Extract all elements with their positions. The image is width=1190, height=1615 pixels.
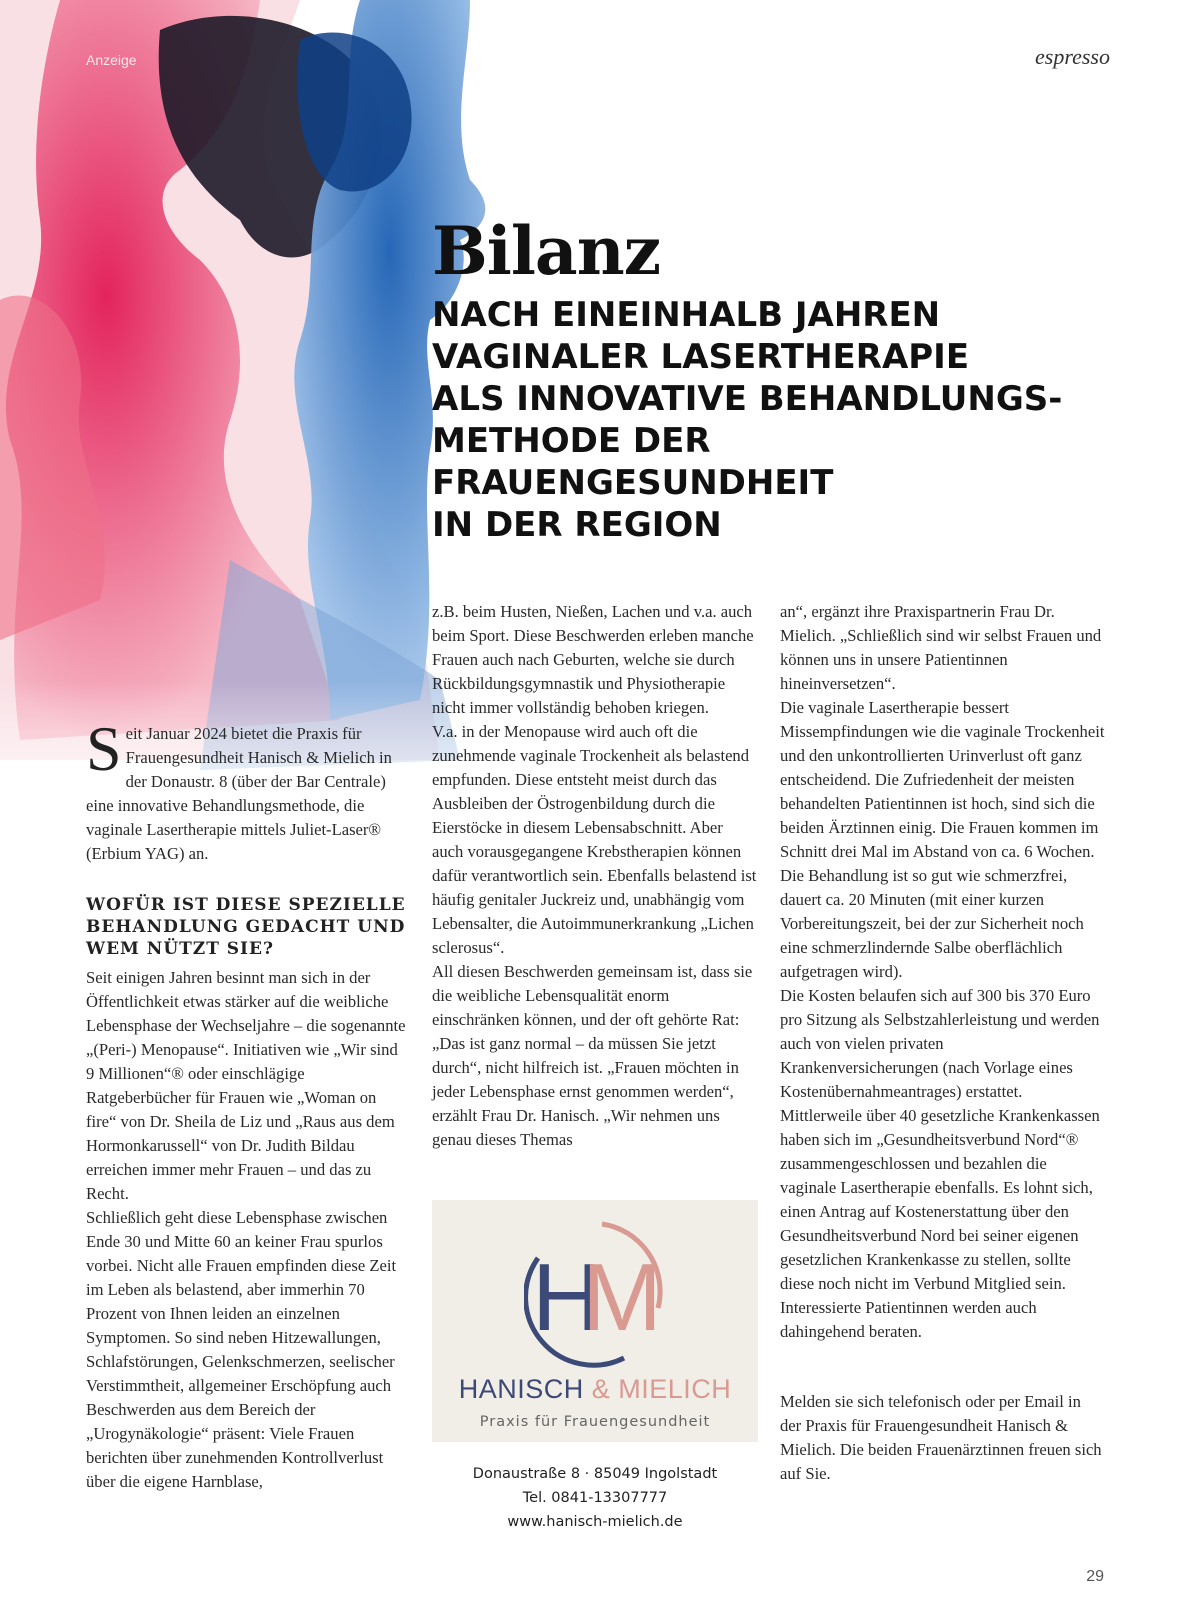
lead-text: eit Januar 2024 bietet die Praxis für Frauengesundheit Hanisch & Mielich in der Donaustr. 8 (über der Bar Centrale) eine innovative Behandlungsmethode, die vaginale Lasertherapie mittels Juliet-Laser® (Erbium YAG) an. (86, 724, 392, 863)
paragraph: Schließlich geht diese Lebensphase zwischen Ende 30 und Mitte 60 an keiner Frau spurlos vorbei. Nicht alle Frauen empfinden diese Zeit im Leben als belastend, aber immerhin 70 Prozent von Ihnen leiden an einzelnen Symptomen. So sind neben Hitzewallungen, Schlafstörungen, Gelenkschmerzen, seelischer Verstimmtheit, allgemeiner Erschöpfung auch Beschwerden aus dem Bereich der „Urogynäkologie“ präsent: Viele Frauen berichten über zunehmenden Kontrollverlust über die eigene Harnblase, (86, 1208, 397, 1491)
paragraph: Melden sie sich telefonisch oder per Email in der Praxis für Frauengesundheit Hanisch & Mielich. Die beiden Frauenärztinnen freuen sich auf Sie. (780, 1392, 1102, 1483)
practice-name-part: HANISCH (458, 1374, 584, 1404)
paragraph: Die Kosten belaufen sich auf 300 bis 370 Euro pro Sitzung als Selbstzahlerleistung und werden auch von vielen privaten Krankenversicherungen (nach Vorlage eines Kostenübernahmeantrages) erstattet. Mittlerweile über 40 gesetzliche Krankenkassen haben sich im „Gesundheitsverbund Nord“® zusammengeschlossen und bezahlen die vaginale Lasertherapie ebenfalls. Es lohnt sich, einen Antrag auf Kostenerstattung über den Gesundheitsverbund Nord bei seiner eigenen gesetzlichen Krankenkasse zu stellen, sollte diese noch nicht im Verbund Mitglied sein. Interessierte Patientinnen werden auch dahingehend beraten. (780, 986, 1100, 1341)
practice-logo (432, 1200, 758, 1442)
hm-monogram-icon (524, 1218, 666, 1368)
practice-tagline: Praxis für Frauengesundheit (479, 1414, 711, 1430)
practice-name (432, 1374, 758, 1405)
article-title: Bilanz (432, 212, 661, 290)
paragraph: Seit einigen Jahren besinnt man sich in der Öffentlichkeit etwas stärker auf die weibliche Lebensphase der Wechseljahre – die sogenannte „(Peri-) Menopause“. Initiativen wie „Wir sind 9 Millionen“® oder einschlägige Ratgeberbücher für Frauen wie „Woman on fire“ von Dr. Sheila de Liz und „Raus aus dem Hormonkarussell“ von Dr. Judith Bildau erreichen immer mehr Frauen – und das zu Recht. (86, 968, 406, 1203)
subtitle-line: ALS INNOVATIVE BEHANDLUNGS- (432, 379, 1063, 419)
paragraph: All diesen Beschwerden gemeinsam ist, dass sie die weibliche Lebensqualität enorm einschränken können, und der oft gehörte Rat: „Das ist ganz normal – da müssen Sie jetzt durch“, nicht hilfreich ist. „Frauen möchten in jeder Lebensphase ernst genommen werden“, erzählt Frau Dr. Hanisch. „Wir nehmen uns genau dieses Themas (432, 962, 753, 1149)
column-1 (86, 713, 406, 1494)
section-heading: WOFÜR IST DIESE SPEZIELLE BEHANDLUNG GEDACHT UND WEM NÜTZT SIE? (86, 895, 406, 959)
contact-block (432, 1462, 758, 1534)
monogram-h: H (532, 1244, 602, 1351)
page-number: 29 (1086, 1568, 1104, 1585)
subtitle-line: FRAUENGESUNDHEIT (432, 463, 834, 503)
spacer (780, 1344, 1106, 1390)
contact-website[interactable]: www.hanisch-mielich.de (507, 1514, 683, 1530)
contact-phone[interactable]: Tel. 0841-13307777 (522, 1490, 668, 1506)
lead-paragraph (86, 713, 406, 866)
drop-cap: S (86, 713, 122, 784)
column-3 (780, 600, 1106, 1486)
paragraph: V.a. in der Menopause wird auch oft die zunehmende vaginale Trockenheit als belastend empfunden. Diese entsteht meist durch das Ausbleiben der Östrogenbildung durch die Eierstöcke in diesem Lebensabschnitt. Aber auch vorausgegangene Krebstherapien können dafür verantwortlich sein. Ebenfalls belastend ist häufig genitaler Juckreiz und, unabhängig vom Lebensalter, die Autoimmunerkrankung „Lichen sclerosus“. (432, 722, 757, 957)
ad-label: Anzeige (86, 52, 137, 68)
magazine-name: espresso (1035, 44, 1110, 69)
column-2 (432, 600, 758, 1152)
subtitle-line: VAGINALER LASERTHERAPIE (432, 337, 970, 377)
monogram-m: M (582, 1244, 662, 1351)
paragraph: Die vaginale Lasertherapie bessert Missempfindungen wie die vaginale Trockenheit und den unkontrollierten Urinverlust oft ganz entscheidend. Die Zufriedenheit der meisten behandelten Patientinnen ist hoch, sind sich die beiden Ärztinnen einig. Die Frauen kommen im Schnitt drei Mal im Abstand von ca. 6 Wochen. Die Behandlung ist so gut wie schmerzfrei, dauert ca. 20 Minuten (mit einer kurzen Vorbereitungszeit, bei der zur Sicherheit noch eine schmerzlindernde Salbe oberflächlich aufgetragen wird). (780, 698, 1105, 981)
practice-name-part: MIELICH (618, 1374, 732, 1404)
subtitle-line: IN DER REGION (432, 505, 722, 545)
paragraph: an“, ergänzt ihre Praxispartnerin Frau Dr. Mielich. „Schließlich sind wir selbst Frauen und können uns in unsere Patientinnen hineinversetzen“. (780, 602, 1102, 693)
paragraph: z.B. beim Husten, Nießen, Lachen und v.a. auch beim Sport. Diese Beschwerden erleben manche Frauen auch nach Geburten, welche sie durch Rückbildungsgymnastik und Physiotherapie nicht immer vollständig behoben kriegen. (432, 602, 754, 717)
contact-address: Donaustraße 8 · 85049 Ingolstadt (472, 1466, 718, 1482)
practice-name-ampersand: & (583, 1374, 619, 1404)
subtitle-line: METHODE DER (432, 421, 711, 461)
article-subtitle (432, 294, 1072, 546)
subtitle-line: NACH EINEINHALB JAHREN (432, 295, 941, 335)
